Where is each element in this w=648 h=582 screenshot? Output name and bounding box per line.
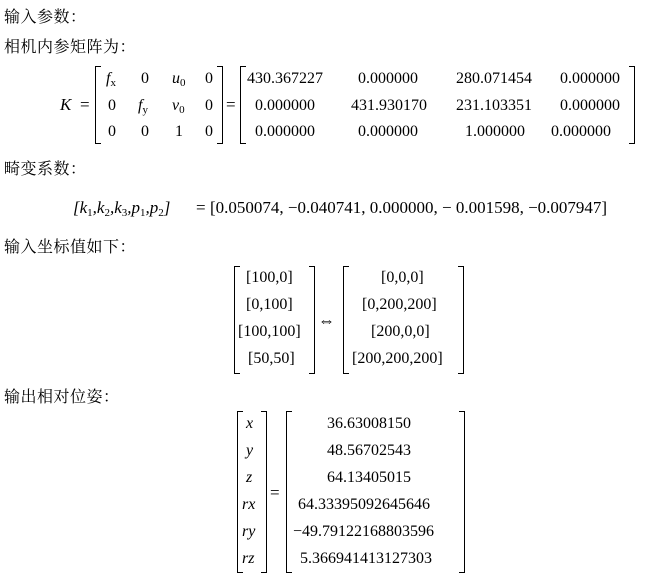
matrix-cell: 0 (205, 123, 213, 140)
matrix-cell: 0.000000 (255, 97, 315, 114)
matrix-cell: 0 (108, 97, 116, 114)
pose-value: 64.33395092645646 (298, 496, 430, 513)
pose-value: 64.13405015 (327, 469, 411, 486)
left-bracket (95, 66, 101, 144)
right-bracket (217, 66, 223, 144)
left-bracket (286, 411, 292, 573)
pose-value: 5.366941413127303 (300, 550, 432, 567)
matrix-cell: 280.071454 (456, 70, 532, 87)
world-point: [0,200,200] (362, 296, 437, 313)
pixel-point: [100,100] (238, 323, 301, 340)
matrix-cell: 0 (205, 97, 213, 114)
left-bracket (240, 66, 246, 144)
world-point: [200,0,0] (371, 323, 430, 340)
pose-label: rz (242, 550, 255, 567)
equals-sign: = (196, 198, 206, 217)
pixel-point: [0,100] (246, 296, 293, 313)
distortion-heading: 畸变系数： (4, 159, 87, 178)
input-params-heading: 输入参数： (4, 7, 87, 26)
matrix-cell: 0.000000 (551, 123, 611, 140)
pixel-point: [50,50] (248, 350, 295, 367)
left-bracket (343, 266, 349, 374)
matrix-cell: 0.000000 (358, 70, 418, 87)
output-pose-heading: 输出相对位姿： (4, 387, 120, 406)
k-symbol: K (60, 95, 72, 114)
equivalence-arrow: ⇔ (318, 311, 335, 330)
pose-value: −49.79122168803596 (293, 523, 435, 540)
matrix-cell: 0.000000 (358, 123, 418, 140)
pose-label: x (246, 415, 254, 432)
pose-label: ry (242, 523, 256, 540)
matrix-cell: 0.000000 (560, 97, 620, 114)
matrix-cell: 0 (205, 70, 213, 87)
pose-value: 36.63008150 (327, 415, 411, 432)
matrix-cell: $f_y$ (138, 97, 148, 116)
equals-sign: = (270, 483, 280, 502)
matrix-cell: $f_x$ (106, 70, 116, 89)
right-bracket (261, 411, 267, 573)
equals-sign: = (226, 95, 236, 114)
matrix-cell: 0.000000 (255, 123, 315, 140)
matrix-cell: 430.367227 (247, 70, 323, 87)
matrix-cell: 431.930170 (351, 97, 427, 114)
left-bracket (234, 266, 240, 374)
distortion-values: [0.050074, −0.040741, 0.000000, − 0.001598, −0.007947] (210, 198, 608, 217)
world-point: [0,0,0] (381, 269, 424, 286)
matrix-cell: $u_0$ (172, 70, 186, 89)
matrix-cell: 0 (108, 123, 116, 140)
matrix-cell: 231.103351 (456, 97, 532, 114)
input-coords-heading: 输入坐标值如下： (4, 237, 137, 256)
matrix-cell: 0 (141, 123, 149, 140)
camera-intrinsics-heading: 相机内参矩阵为： (4, 37, 137, 56)
matrix-cell: 0 (141, 70, 149, 87)
pose-label: z (246, 469, 253, 486)
right-bracket (459, 411, 465, 573)
pose-value: 48.56702543 (327, 442, 411, 459)
matrix-cell: 1 (175, 123, 183, 140)
matrix-cell: $v_0$ (172, 97, 185, 116)
matrix-cell: 0.000000 (560, 70, 620, 87)
pose-label: y (246, 442, 254, 459)
left-bracket (237, 411, 243, 573)
right-bracket (309, 266, 315, 374)
right-bracket (458, 266, 464, 374)
matrix-cell: 1.000000 (465, 123, 525, 140)
distortion-vector-label: $[k_1,k_2,k_3,p_1,p_2]$ (73, 198, 171, 219)
world-point: [200,200,200] (352, 350, 443, 367)
pose-label: rx (242, 496, 256, 513)
equals-sign: = (80, 95, 90, 114)
right-bracket (629, 66, 635, 144)
pixel-point: [100,0] (246, 269, 293, 286)
